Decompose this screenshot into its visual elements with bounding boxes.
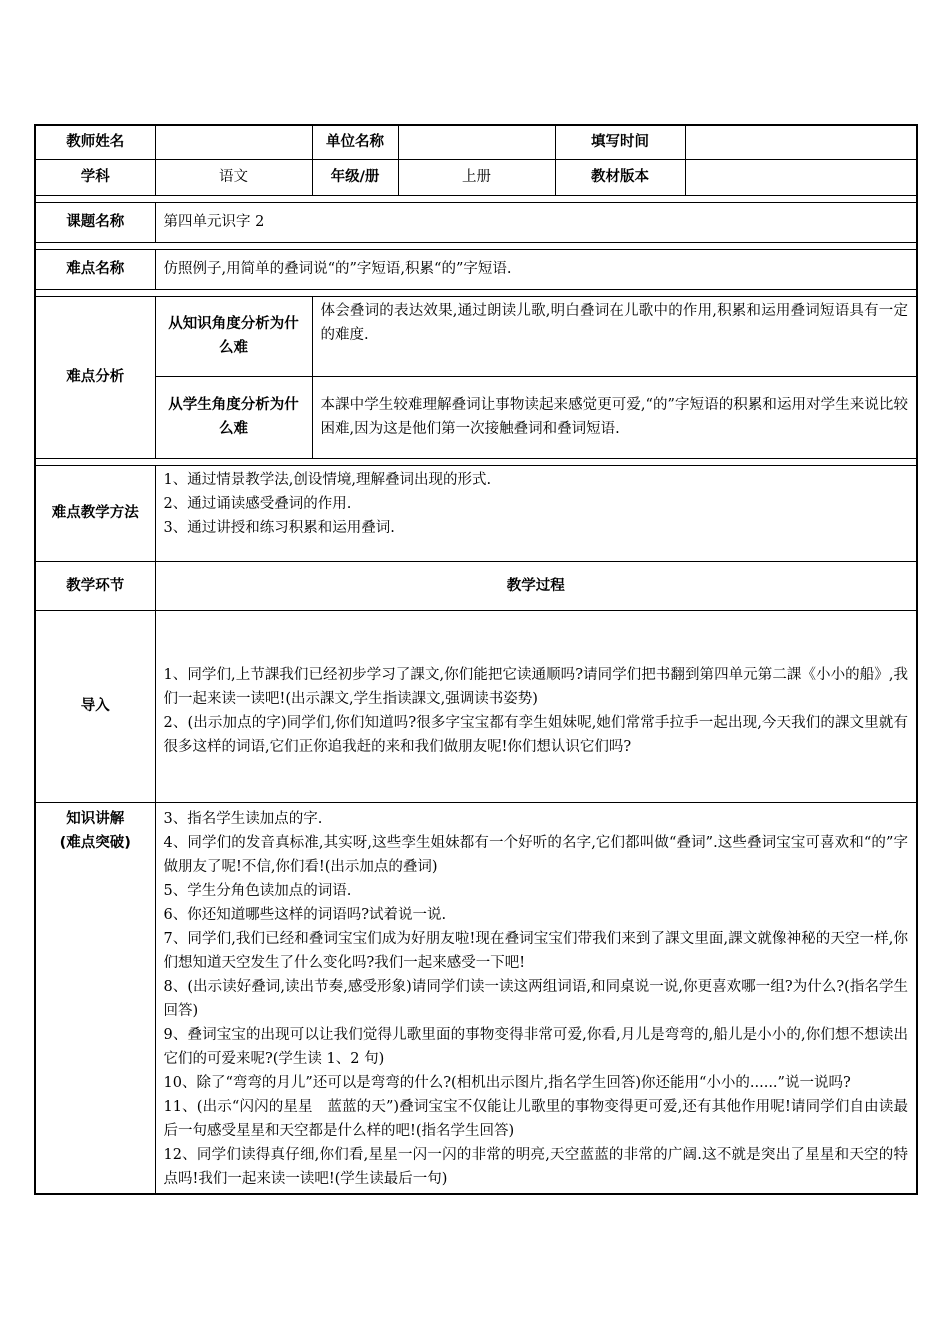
knowledge-paragraph: 11、(出示“闪闪的星星 蓝蓝的天”)叠词宝宝不仅能让儿歌里的事物变得更可爱,还有其他作用呢!请同学们自由读最后一句感受星星和天空都是什么样的吧!(指名学生回答)	[163, 1098, 908, 1139]
difficulty-label: 难点名称	[35, 249, 155, 289]
intro-label: 导入	[35, 610, 155, 802]
knowledge-label-line2: (难点突破)	[59, 834, 131, 851]
difficulty-row	[35, 249, 917, 289]
knowledge-paragraph: 6、你还知道哪些这样的词语吗?试着说一说.	[163, 906, 447, 923]
method-label: 难点教学方法	[35, 465, 155, 561]
edition-label: 教材版本	[555, 159, 685, 195]
knowledge-paragraph: 8、(出示读好叠词,读出节奏,感受形象)请同学们读一读这两组词语,和同桌说一说,你更喜欢哪一组?为什么?(指名学生回答)	[163, 978, 908, 1019]
process-header-label: 教学过程	[155, 561, 917, 610]
grade-value: 上册	[398, 159, 555, 195]
knowledge-paragraph: 4、同学们的发音真标准,其实呀,这些孪生姐妹都有一个好听的名字,它们都叫做“叠词”.这些叠词宝宝可喜欢和“的”字做朋友了呢!不信,你们看!(出示加点的叠词)	[163, 834, 908, 875]
analysis-student-row	[35, 376, 917, 458]
knowledge-paragraph: 12、同学们读得真仔细,你们看,星星一闪一闪的非常的明亮,天空蓝蓝的非常的广阔.这不就是突出了星星和天空的特点吗!我们一起来读一读吧!(学生读最后一句)	[163, 1146, 908, 1187]
knowledge-paragraph: 9、叠词宝宝的出现可以让我们觉得儿歌里面的事物变得非常可爱,你看,月儿是弯弯的,船儿是小小的,你们想不想读出它们的可爱来呢?(学生读 1、2 句)	[163, 1026, 908, 1067]
knowledge-paragraph: 10、除了“弯弯的月儿”还可以是弯弯的什么?(相机出示图片,指名学生回答)你还能用“小小的......”说一说吗?	[163, 1074, 851, 1091]
analysis-label: 难点分析	[35, 296, 155, 458]
step-header-label: 教学环节	[35, 561, 155, 610]
knowledge-paragraph: 3、指名学生读加点的字.	[163, 810, 323, 827]
knowledge-row	[35, 802, 917, 1194]
subject-value: 语文	[155, 159, 312, 195]
spacer-row	[35, 242, 917, 249]
lesson-plan-page	[34, 124, 916, 1195]
header-row-1	[35, 125, 917, 159]
spacer-row	[35, 458, 917, 465]
method-row	[35, 465, 917, 561]
intro-row	[35, 610, 917, 802]
spacer-row	[35, 195, 917, 202]
fill-time-value	[685, 125, 917, 159]
fill-time-label: 填写时间	[555, 125, 685, 159]
grade-label: 年级/册	[312, 159, 398, 195]
intro-paragraph: 1、同学们,上节課我们已经初步学习了課文,你们能把它读通顺吗?请同学们把书翻到第四单元第二課《小小的船》,我们一起来读一读吧!(出示課文,学生指读課文,强调读书姿势)	[163, 667, 908, 707]
method-item: 3、通过讲授和练习积累和运用叠词.	[163, 519, 395, 536]
teacher-name-label: 教师姓名	[35, 125, 155, 159]
difficulty-value: 仿照例子,用简单的叠词说“的”字短语,积累“的”字短语.	[155, 249, 917, 289]
knowledge-content	[155, 802, 917, 1194]
student-angle-text	[312, 376, 917, 458]
topic-value: 第四单元识字 2	[155, 202, 917, 242]
knowledge-angle-text	[312, 296, 917, 376]
method-item: 1、通过情景教学法,创设情境,理解叠词出现的形式.	[163, 471, 492, 488]
knowledge-angle-label: 从知识角度分析为什么难	[155, 296, 312, 376]
method-item: 2、通过诵读感受叠词的作用.	[163, 495, 352, 512]
unit-name-value	[398, 125, 555, 159]
edition-value	[685, 159, 917, 195]
header-row-2	[35, 159, 917, 195]
intro-content	[155, 610, 917, 802]
knowledge-label-line1: 知识讲解	[66, 810, 125, 827]
student-angle-paragraph: 本課中学生较难理解叠词让事物读起来感觉更可爱,“的”字短语的积累和运用对学生来说比较困难,因为这是他们第一次接触叠词和叠词短语.	[320, 397, 908, 437]
method-list	[155, 465, 917, 561]
topic-label: 课题名称	[35, 202, 155, 242]
student-angle-label: 从学生角度分析为什么难	[155, 376, 312, 458]
spacer-row	[35, 289, 917, 296]
lesson-plan-table	[34, 124, 918, 1195]
teacher-name-value	[155, 125, 312, 159]
knowledge-paragraph: 7、同学们,我们已经和叠词宝宝们成为好朋友啦!现在叠词宝宝们带我们来到了課文里面,課文就像神秘的天空一样,你们想知道天空发生了什么变化吗?我们一起来感受一下吧!	[163, 930, 908, 971]
knowledge-angle-paragraph: 体会叠词的表达效果,通过朗读儿歌,明白叠词在儿歌中的作用,积累和运用叠词短语具有一定的难度.	[320, 302, 908, 343]
process-header-row	[35, 561, 917, 610]
topic-row	[35, 202, 917, 242]
subject-label: 学科	[35, 159, 155, 195]
analysis-knowledge-row	[35, 296, 917, 376]
intro-paragraph: 2、(出示加点的字)同学们,你们知道吗?很多字宝宝都有孪生姐妹呢,她们常常手拉手一起出现,今天我们的課文里就有很多这样的词语,它们正你追我赶的来和我们做朋友呢!你们想认识它们吗?	[163, 715, 908, 755]
knowledge-paragraph: 5、学生分角色读加点的词语.	[163, 882, 352, 899]
unit-name-label: 单位名称	[312, 125, 398, 159]
knowledge-label	[35, 802, 155, 1194]
